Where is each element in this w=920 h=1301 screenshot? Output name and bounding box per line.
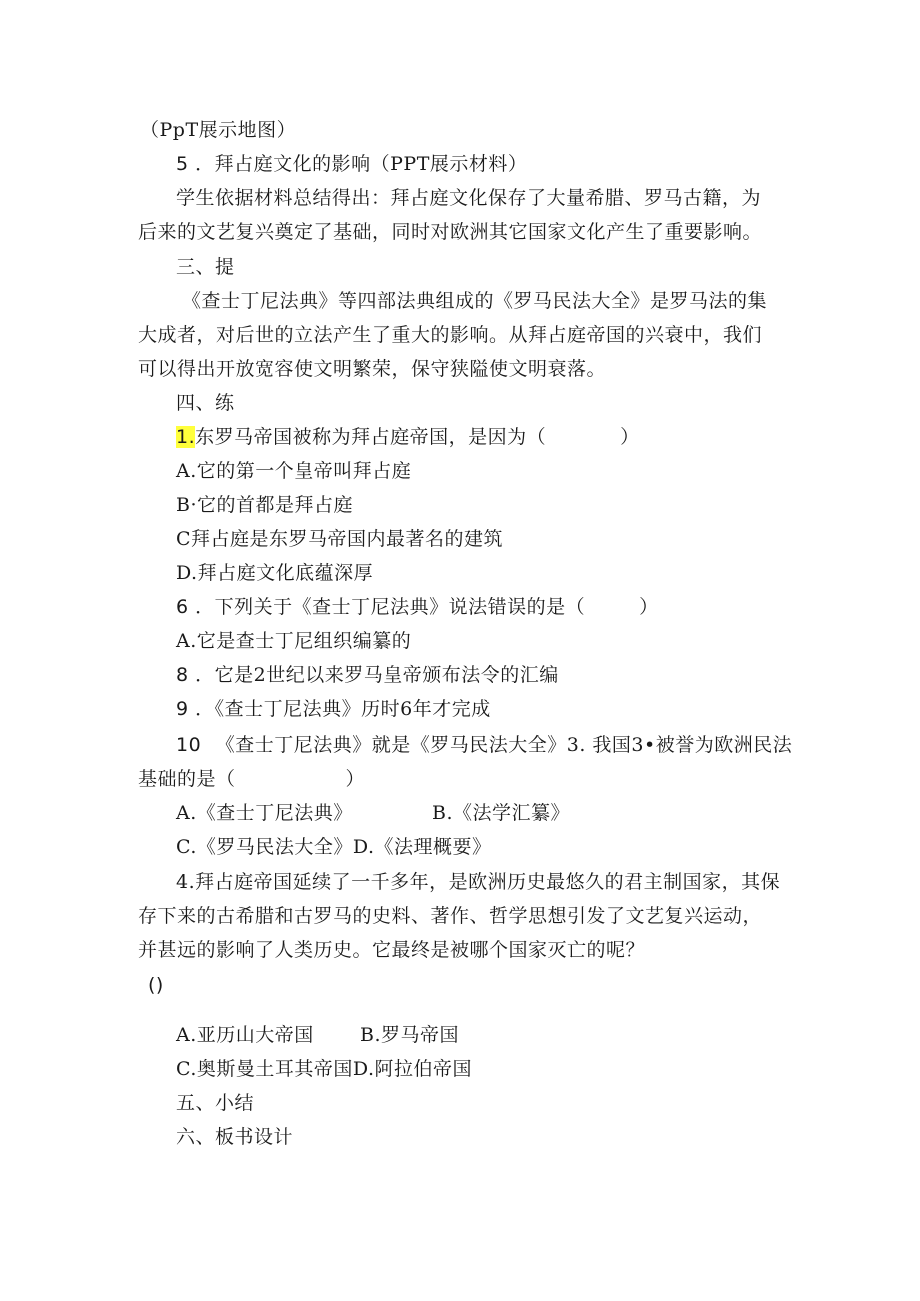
option-line: C拜占庭是东罗马帝国内最著名的建筑	[176, 528, 504, 550]
option-line: D.拜占庭文化底蕴深厚	[176, 562, 374, 584]
answer-bracket: ()	[148, 974, 164, 996]
option-line	[176, 692, 491, 726]
section-heading: 三、提	[176, 256, 235, 278]
line-ppt-map: （PpT展示地图）	[140, 119, 297, 141]
option-line: C.奥斯曼土耳其帝国D.阿拉伯帝国	[176, 1058, 472, 1080]
paragraph-line: 学生依据材料总结得出：拜占庭文化保存了大量希腊、罗马古籍，为	[176, 187, 762, 209]
question-4-line: 存下来的古希腊和古罗马的史料、著作、哲学思想引发了文艺复兴运动，	[138, 905, 763, 927]
question-text: ．下列关于《查士丁尼法典》说法错误的是（	[195, 596, 586, 618]
option-text: ．《查士丁尼法典》历时6年才完成	[195, 698, 491, 720]
item-number: 10	[176, 734, 202, 756]
item-number: 6	[176, 596, 189, 618]
highlighted-number: 1.	[176, 426, 196, 448]
option-text: ．它是2世纪以来罗马皇帝颁布法令的汇编	[195, 664, 559, 686]
paragraph-line: 后来的文艺复兴奠定了基础，同时对欧洲其它国家文化产生了重要影响。	[138, 221, 763, 243]
question-2	[176, 590, 659, 624]
paragraph-line: 《查士丁尼法典》等四部法典组成的《罗马民法大全》是罗马法的集	[182, 290, 768, 312]
option-line: C.《罗马民法大全》D.《法理概要》	[176, 836, 492, 858]
option-line-a: A.《查士丁尼法典》	[176, 802, 353, 824]
option-line: A.它是查士丁尼组织编纂的	[176, 630, 412, 652]
question-bracket-end: ）	[639, 596, 659, 618]
section-heading: 六、板书设计	[176, 1126, 294, 1148]
question-4-line: 并甚远的影响了人类历史。它最终是被哪个国家灭亡的呢？	[138, 939, 646, 961]
section-heading: 五、小结	[176, 1092, 255, 1114]
option-line: B·它的首都是拜占庭	[176, 494, 354, 516]
question-bracket-end: ）	[345, 768, 366, 790]
item-number: 5	[176, 153, 189, 175]
option-text: 《查士丁尼法典》就是《罗马民法大全》3. 我国3•被誉为欧洲民法	[215, 734, 793, 756]
option-line	[176, 658, 559, 692]
item-number: 9	[176, 698, 189, 720]
option-line-b: B.罗马帝国	[360, 1024, 460, 1046]
question-text: 基础的是（	[138, 768, 236, 790]
line-item-5	[176, 147, 527, 181]
question-1	[176, 420, 640, 454]
paragraph-line: 大成者，对后世的立法产生了重大的影响。从拜占庭帝国的兴衰中，我们	[138, 324, 763, 346]
section-heading: 四、练	[176, 392, 235, 414]
option-line	[176, 728, 792, 762]
question-3	[138, 762, 365, 796]
paragraph-line: 可以得出开放宽容使文明繁荣，保守狭隘使文明衰落。	[138, 358, 607, 380]
item-text: ．拜占庭文化的影响（PPT展示材料）	[195, 153, 528, 175]
option-line-b: B.《法学汇纂》	[432, 802, 571, 824]
item-number: 8	[176, 664, 189, 686]
option-line-a: A.亚历山大帝国	[176, 1024, 314, 1046]
question-4-line: 4.拜占庭帝国延续了一千多年，是欧洲历史最悠久的君主制国家，其保	[176, 871, 781, 893]
question-bracket-end: ）	[620, 426, 640, 448]
question-text: 东罗马帝国被称为拜占庭帝国，是因为（	[195, 426, 547, 448]
option-line: A.它的第一个皇帝叫拜占庭	[176, 460, 412, 482]
